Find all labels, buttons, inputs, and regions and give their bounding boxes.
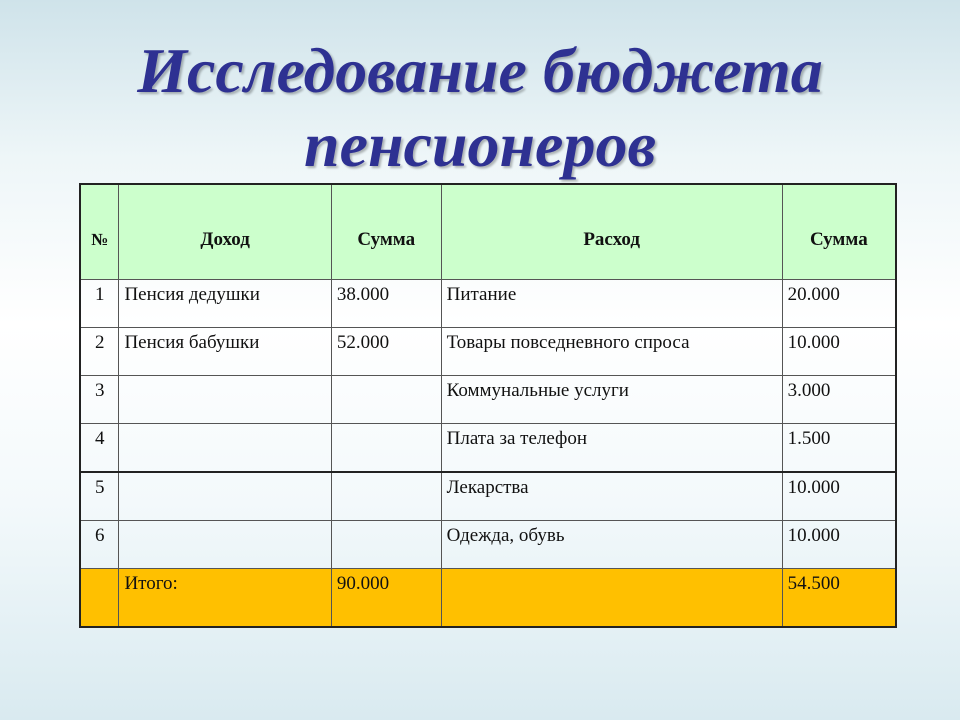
title-line-1: Исследование бюджета (137, 35, 823, 106)
table-header-row (80, 184, 896, 280)
cell-expense-sum: 20.000 (782, 280, 896, 328)
budget-table (79, 183, 897, 628)
cell-expense-sum: 10.000 (782, 472, 896, 521)
title-line-2: пенсионеров (303, 109, 657, 180)
table-row (80, 521, 896, 569)
cell-income-sum (331, 472, 441, 521)
table-row (80, 376, 896, 424)
cell-income: Пенсия бабушки (119, 328, 331, 376)
cell-num: 2 (80, 328, 119, 376)
cell-expense-sum: 10.000 (782, 328, 896, 376)
total-row (80, 569, 896, 628)
cell-income-sum: 52.000 (331, 328, 441, 376)
header-expense: Расход (441, 184, 782, 280)
cell-expense-sum: 10.000 (782, 521, 896, 569)
total-label: Итого: (119, 569, 331, 628)
page-title (0, 34, 960, 182)
total-expense-sum: 54.500 (782, 569, 896, 628)
header-income-sum: Сумма (331, 184, 441, 280)
cell-expense: Плата за телефон (441, 424, 782, 473)
cell-expense: Питание (441, 280, 782, 328)
cell-num: 1 (80, 280, 119, 328)
table-row (80, 472, 896, 521)
header-expense-sum: Сумма (782, 184, 896, 280)
cell-num: 3 (80, 376, 119, 424)
cell-income-sum (331, 376, 441, 424)
cell-num: 5 (80, 472, 119, 521)
total-income-sum: 90.000 (331, 569, 441, 628)
cell-expense: Лекарства (441, 472, 782, 521)
cell-expense: Коммунальные услуги (441, 376, 782, 424)
cell-income (119, 521, 331, 569)
cell-income-sum (331, 424, 441, 473)
total-num (80, 569, 119, 628)
cell-expense: Товары повседневного спроса (441, 328, 782, 376)
cell-income-sum: 38.000 (331, 280, 441, 328)
cell-income (119, 472, 331, 521)
cell-income (119, 376, 331, 424)
cell-income (119, 424, 331, 473)
cell-num: 4 (80, 424, 119, 473)
table-row (80, 328, 896, 376)
cell-expense-sum: 1.500 (782, 424, 896, 473)
header-income: Доход (119, 184, 331, 280)
table-row (80, 280, 896, 328)
header-num: № (80, 184, 119, 280)
cell-expense-sum: 3.000 (782, 376, 896, 424)
table-row (80, 424, 896, 473)
cell-income-sum (331, 521, 441, 569)
total-expense (441, 569, 782, 628)
cell-income: Пенсия дедушки (119, 280, 331, 328)
cell-num: 6 (80, 521, 119, 569)
cell-expense: Одежда, обувь (441, 521, 782, 569)
